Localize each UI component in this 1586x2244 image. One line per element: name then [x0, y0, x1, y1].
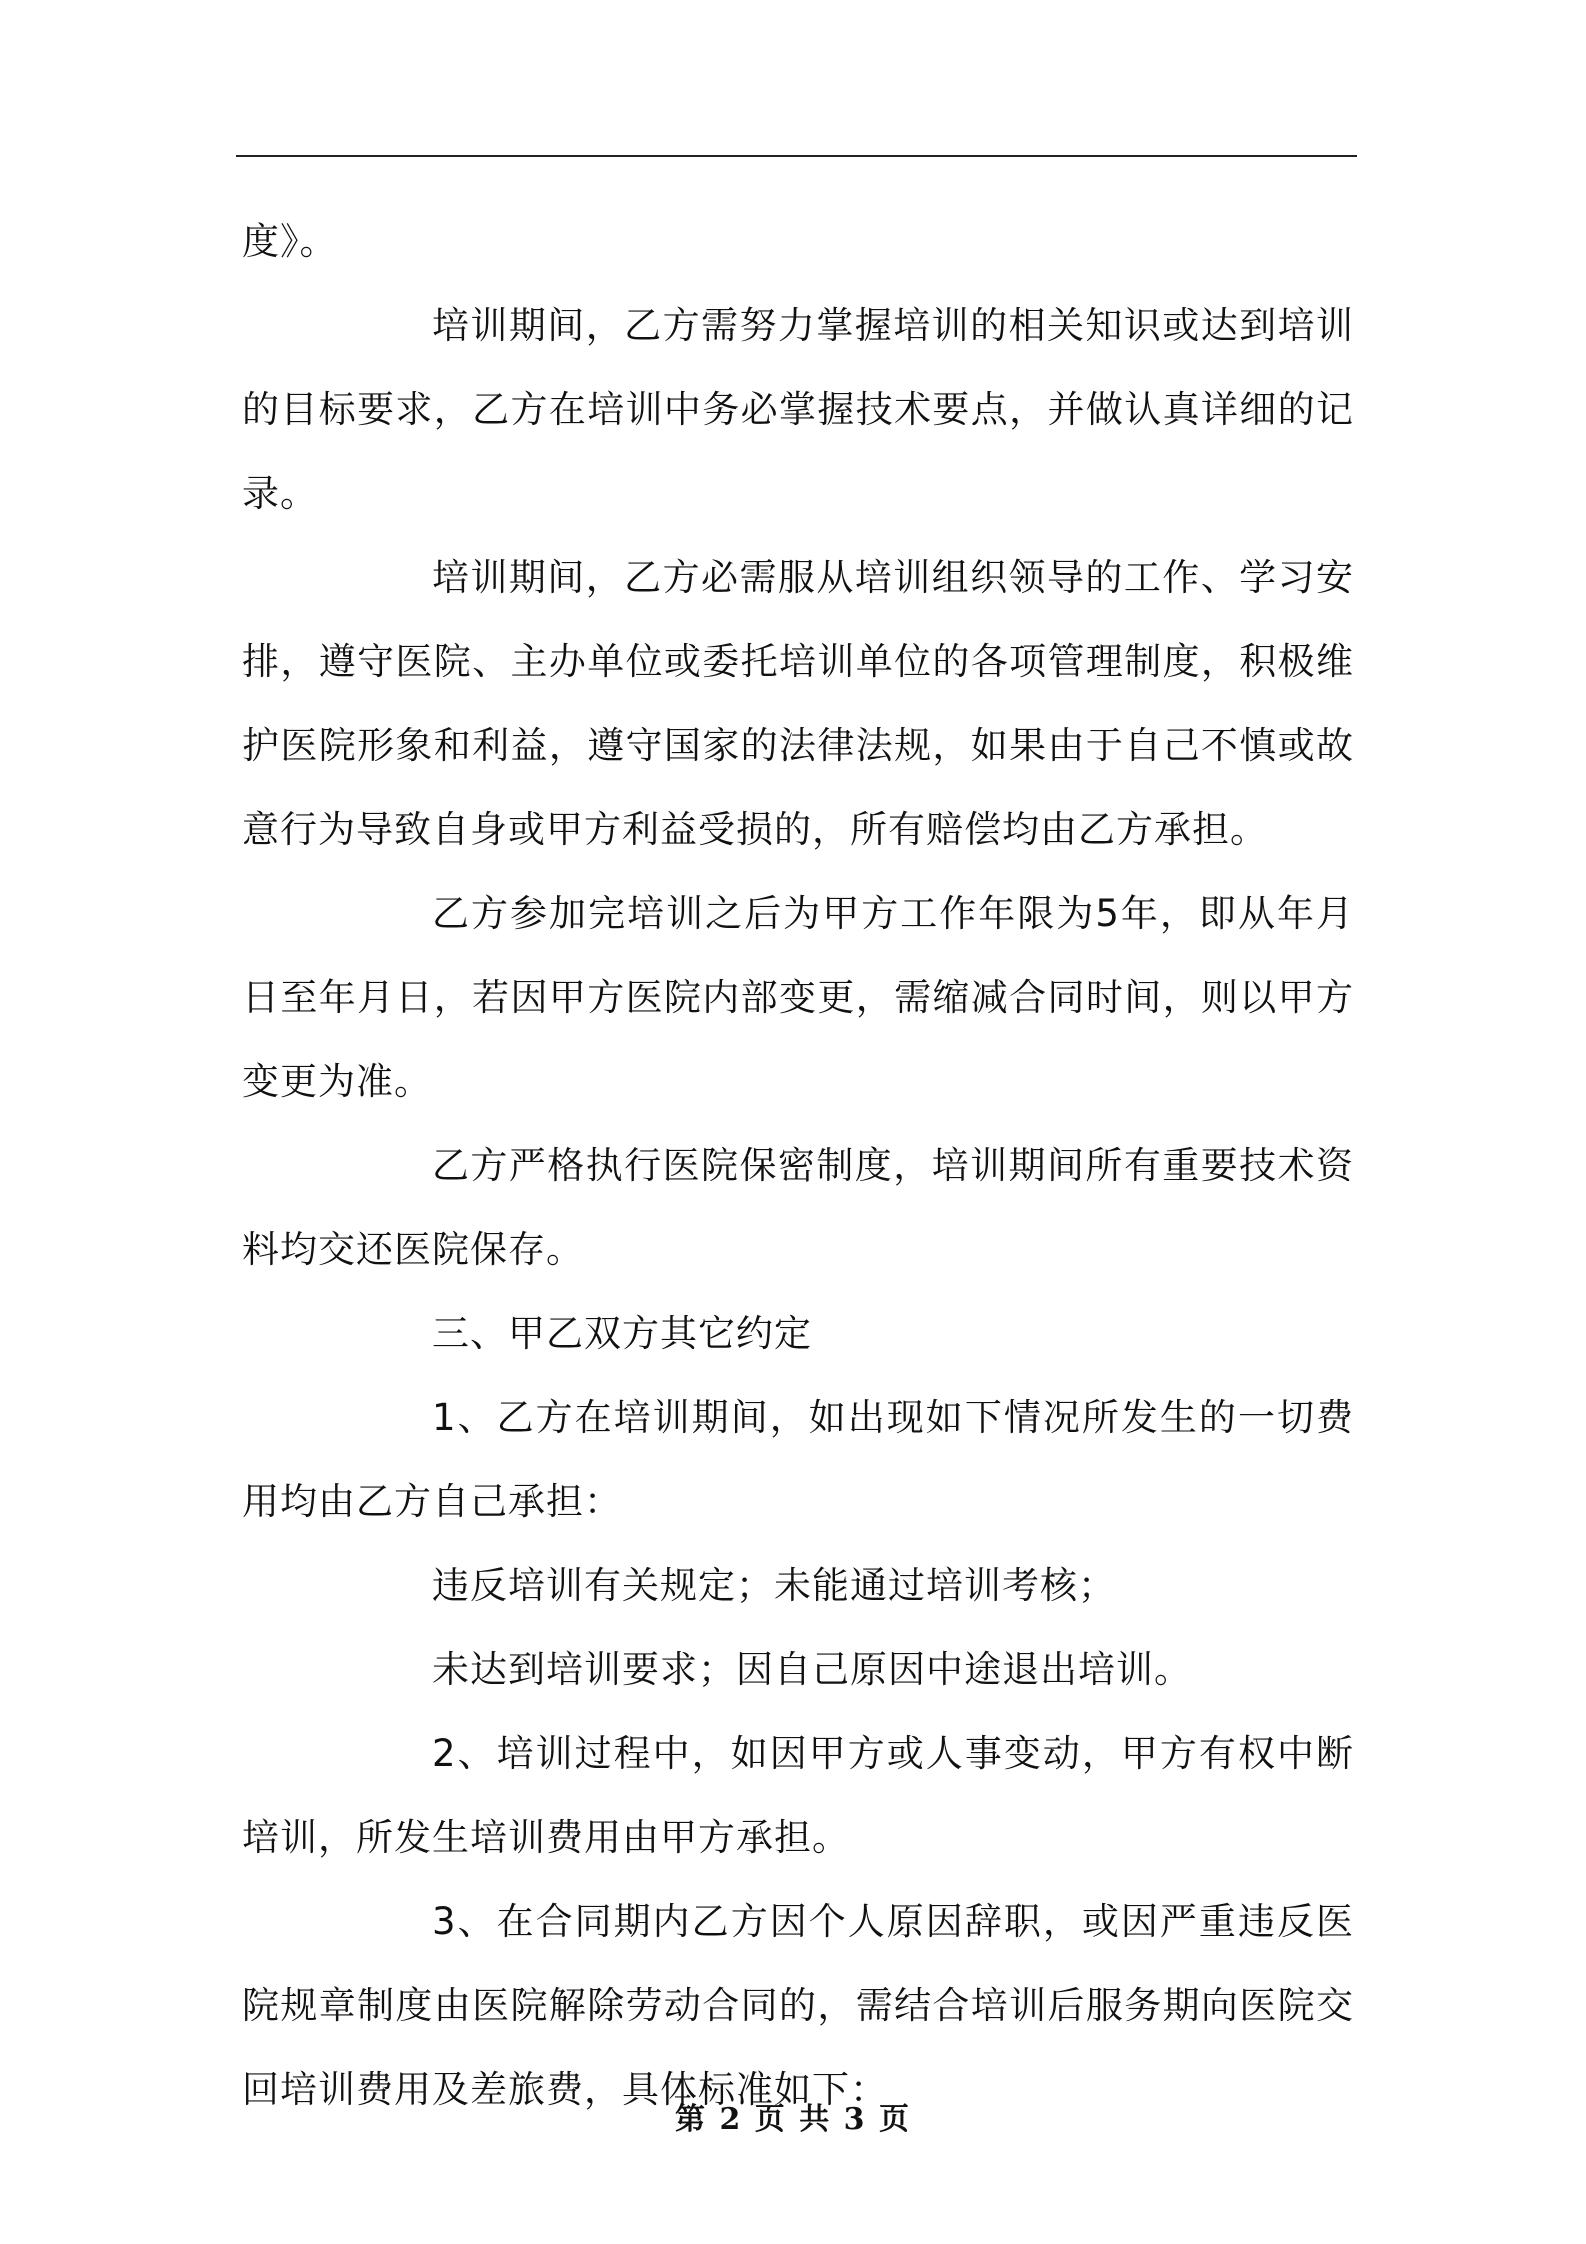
paragraph-3: 培训期间，乙方必需服从培训组织领导的工作、学习安排，遵守医院、主办单位或委托培训单位的各项管理制度，积极维护医院形象和利益，遵守国家的法律法规，如果由于自己不慎或故意行为导致自身或甲方利益受损的，所有赔偿均由乙方承担。: [242, 556, 1354, 851]
paragraph-5: 乙方严格执行医院保密制度，培训期间所有重要技术资料均交还医院保存。: [242, 1144, 1354, 1271]
paragraph-7: 2、培训过程中，如因甲方或人事变动，甲方有权中断培训，所发生培训费用由甲方承担。: [242, 1732, 1354, 1859]
document-body: [242, 200, 1354, 2132]
page-number: 第 2 页 共 3 页: [675, 2102, 911, 2137]
paragraph-2: 培训期间，乙方需努力掌握培训的相关知识或达到培训的目标要求，乙方在培训中务必掌握技术要点，并做认真详细的记录。: [242, 304, 1354, 515]
paragraph-4: 乙方参加完培训之后为甲方工作年限为5年，即从年月日至年月日，若因甲方医院内部变更，需缩减合同时间，则以甲方变更为准。: [242, 892, 1354, 1103]
list-item-2: 未达到培训要求；因自己原因中途退出培训。: [432, 1648, 1192, 1691]
list-item-1: 违反培训有关规定；未能通过培训考核；: [432, 1564, 1116, 1607]
paragraph-1: 度》。: [242, 220, 338, 263]
section-heading: 三、甲乙双方其它约定: [432, 1312, 812, 1355]
paragraph-8: 3、在合同期内乙方因个人原因辞职，或因严重违反医院规章制度由医院解除劳动合同的，需结合培训后服务期向医院交回培训费用及差旅费，具体标准如下：: [242, 1900, 1354, 2111]
header-divider: [236, 155, 1357, 157]
paragraph-6: 1、乙方在培训期间，如出现如下情况所发生的一切费用均由乙方自己承担：: [242, 1396, 1354, 1523]
